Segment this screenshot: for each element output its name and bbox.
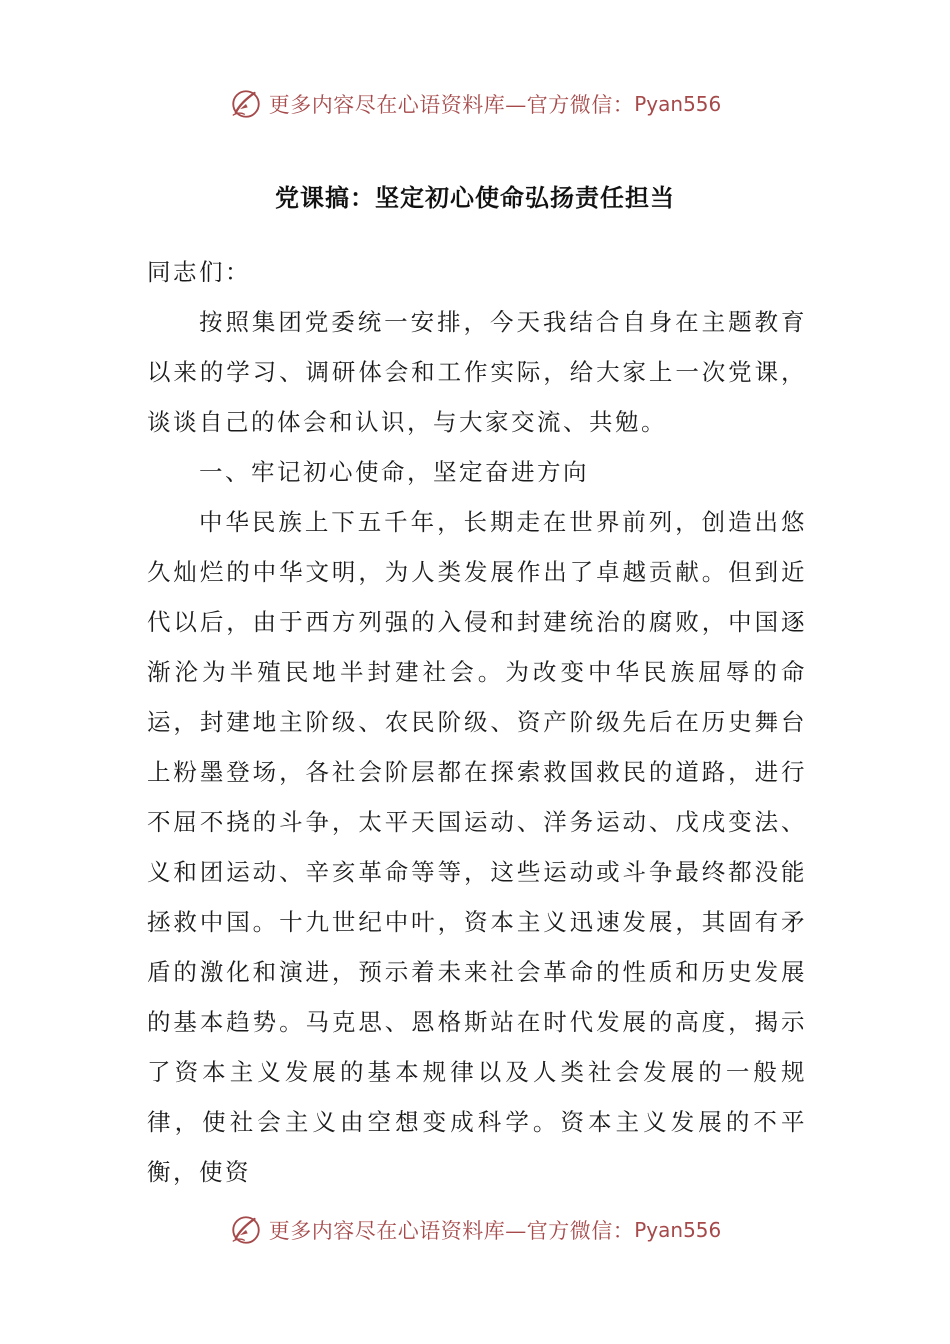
document-body <box>147 247 807 1197</box>
header-watermark <box>0 82 950 126</box>
salutation: 同志们： <box>147 258 251 286</box>
footer-watermark <box>0 1208 950 1252</box>
document-title: 党课搞：坚定初心使命弘扬责任担当 <box>275 184 675 212</box>
watermark-text: 更多内容尽在心语资料库—官方微信： <box>268 1219 635 1243</box>
paragraph-intro: 按照集团党委统一安排，今天我结合自身在主题教育以来的学习、调研体会和工作实际，给大家上一次党课，谈谈自己的体会和认识，与大家交流、共勉。 <box>147 308 807 436</box>
section-heading: 一、牢记初心使命，坚定奋进方向 <box>199 458 589 486</box>
watermark-wechat-id: Pyan556 <box>634 1218 722 1242</box>
watermark-wechat-id: Pyan556 <box>634 92 722 116</box>
pen-logo-icon <box>229 87 263 121</box>
paragraph-history: 中华民族上下五千年，长期走在世界前列，创造出悠久灿烂的中华文明，为人类发展作出了卓越贡献。但到近代以后，由于西方列强的入侵和封建统治的腐败，中国逐渐沦为半殖民地半封建社会。为改变中华民族屈辱的命运，封建地主阶级、农民阶级、资产阶级先后在历史舞台上粉墨登场，各社会阶层都在探索救国救民的道路，进行不屈不挠的斗争，太平天国运动、洋务运动、戊戌变法、义和团运动、辛亥革命等等，这些运动或斗争最终都没能拯救中国。十九世纪中叶，资本主义迅速发展，其固有矛盾的激化和演进，预示着未来社会革命的性质和历史发展的基本趋势。马克思、恩格斯站在时代发展的高度，揭示了资本主义发展的基本规律以及人类社会发展的一般规律，使社会主义由空想变成科学。资本主义发展的不平衡，使资 <box>147 508 807 1186</box>
pen-logo-icon <box>229 1213 263 1247</box>
watermark-text: 更多内容尽在心语资料库—官方微信： <box>268 93 635 117</box>
